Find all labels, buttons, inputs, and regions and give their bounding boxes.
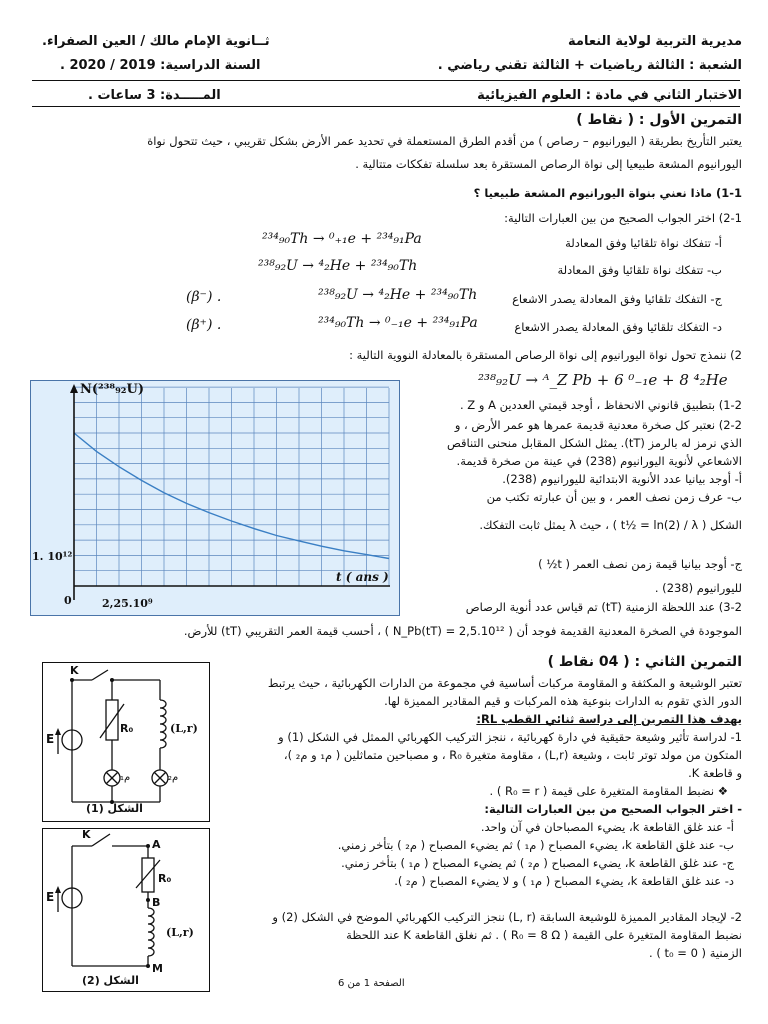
switch-k-blade (92, 834, 110, 846)
equation-d: ²³⁴₉₀Th → ⁰₋₁e + ²³⁴₉₁Pa (318, 315, 478, 331)
ex2-goal: يهدف هذا التمرين إلى دراسة ثنائي القطب RL: (476, 712, 742, 726)
graph-x-tick: 2,25.10⁹ (102, 597, 153, 610)
fig1-caption: الشكل (1) (86, 802, 143, 815)
ex2-choice-c: ج- عند غلق القاطعة k، يضيء المصباح ( م₂ ) ثم يضيء المصباح ( م₁ ) بتأخر زمني. (341, 856, 734, 870)
fig2-label-b: B (152, 896, 161, 909)
figure-1-circuit (42, 662, 210, 822)
exercise-2-title: التمرين الثاني : ( 04 نقاط ) (547, 654, 742, 670)
school-name: ثــانوية الإمام مالك / العين الصفراء. (42, 34, 270, 49)
ex2-line-1: تعتبر الوشيعة و المكثفة و المقاومة مركبات أساسية في مجموعة من الدارات الكهربائية ، حيث يرتبط (267, 676, 742, 690)
ex2-s4: ❖ نضبط المقاومة المتغيرة على قيمة ( R₀ = r ) . (489, 784, 728, 798)
question-2-2-b: الذي نرمز له بالرمز (tT). يمثل الشكل المقابل منحنى التناقص (446, 436, 742, 450)
coil-l (148, 908, 154, 956)
ex2-t1: 2- لإيجاد المقادير المميزة للوشيعة السابقة (L, r) ننجز التركيب الكهربائي الموضح في الشكل (2) و (272, 910, 742, 924)
fig1-label-lr: (L,r) (170, 722, 198, 735)
equation-c: ²³⁸₉₂U → ⁴₂He + ²³⁴₉₀Th (318, 287, 478, 303)
figure-2-circuit (42, 828, 210, 992)
graph-y-label: N(²³⁸₉₂U) (80, 382, 144, 397)
ex2-choice-d: د- عند غلق القاطعة k، يضيء المصباح ( م₁ ) و لا يضيء المصباح ( م₂ ). (394, 874, 734, 888)
resistor-r0 (142, 858, 154, 892)
equation-b: ²³⁸₉₂U → ⁴₂He + ²³⁴₉₀Th (258, 258, 418, 274)
fig1-label-m1: م₁ (120, 772, 131, 783)
fig2-caption: الشكل (2) (82, 974, 139, 987)
ex1-intro-line1: يعتبر التأريخ بطريقة ( اليورانيوم – رصاص ) من أقدم الطرق المستعملة في تحديد عمر الأرض بشكل تقريبي ، حيث تتحول نواة (147, 134, 742, 148)
ex2-s1: 1- لدراسة تأثير وشيعة حقيقية في دارة كهربائية ، ننجز التركيب الكهربائي الممثل في الشكل (1) و (278, 730, 742, 744)
question-2-2-f: الشكل ( t½ = ln(2) / λ ) ، حيث λ يمثل ثابت التفكك. (479, 518, 742, 532)
ex2-s2: المتكون من مولد توتر ثابت ، وشيعة (L,r) ، مقاومة متغيرة R₀ ، و مصباحين متماثلين ( م₁ و م₂ )، (283, 748, 742, 762)
question-2-2-e: ب- عرف زمن نصف العمر ، و بين أن عبارته تكتب من (486, 490, 742, 504)
fig2-label-k: K (82, 828, 91, 841)
question-3-2-a: 3-2) عند اللحظة الزمنية (tT) تم قياس عدد أنوية الرصاص (465, 600, 742, 614)
option-a: أ- تتفكك نواة تلقائيا وفق المعادلة (565, 236, 722, 250)
title-divider (32, 106, 740, 107)
page-number: الصفحة 1 من 6 (338, 978, 405, 989)
switch-k-blade (92, 670, 108, 680)
exam-title: الاختبار الثاني في مادة : العلوم الفيزيائية (477, 88, 742, 103)
question-2-2-d: أ- أوجد بيانيا عدد الأنوية الابتدائية لليورانيوم (238). (502, 472, 742, 486)
ex2-line-2: الدور الذي تقوم به الدارات بنوعية هذه المركبات و قيم المقادير المميزة لها. (384, 694, 742, 708)
ex2-choice-b: ب- عند غلق القاطعة k، يضيء المصباح ( م₁ ) ثم يضيء المصباح ( م₂ ) بتأخر زمني. (337, 838, 734, 852)
directorate: مديرية التربية لولاية النعامة (568, 34, 742, 49)
question-2-2-a: 2-2) نعتبر كل صخرة معدنية قديمة عمرها هو عمر الأرض ، و (454, 418, 742, 432)
graph-grid (74, 387, 389, 586)
question-1-2: 1-2) بتطبيق قانوني الانحفاظ ، أوجد قيمتي العددين A و Z . (459, 398, 742, 412)
option-b: ب- تتفكك نواة تلقائيا وفق المعادلة (557, 263, 722, 277)
branch: الشعبة : الثالثة رياضيات + الثالثة تقني رياضي . (437, 58, 742, 73)
radiation-c: (β⁻) . (186, 289, 222, 305)
school-year: السنة الدراسية: 2019 / 2020 . (60, 58, 261, 73)
graph-y-tick: 1. 10¹² (32, 550, 73, 563)
question-2-2-h: لليورانيوم (238) . (654, 581, 742, 595)
radiation-d: (β⁺) . (186, 317, 222, 333)
fig2-label-e: E (46, 890, 55, 904)
fig2-label-m: M (152, 962, 163, 975)
question-2-2-g: ج- أوجد بيانيا قيمة زمن نصف العمر ( t½ ) (538, 557, 742, 571)
coil-l (160, 700, 166, 748)
ex2-t2: نضبط المقاومة المتغيرة على القيمة ( R₀ = 8 Ω ) . ثم نغلق القاطعة K عند اللحظة (346, 928, 742, 942)
ex1-intro-line2: اليورانيوم المشعة طبيعيا إلى نواة الرصاص المستقرة بعد سلسلة تفككات متتالية . (355, 157, 742, 171)
header-divider (32, 80, 740, 81)
fig1-label-e: E (46, 732, 55, 746)
fig2-label-r0: R₀ (158, 872, 172, 885)
ex2-s3: و قاطعة K. (688, 766, 742, 780)
equation-2: ²³⁸₉₂U → ᴬ_Z Pb + 6 ⁰₋₁e + 8 ⁴₂He (478, 371, 728, 389)
ex2-t3: الزمنية ( t₀ = 0 ) . (649, 946, 742, 960)
y-axis-arrow (70, 384, 78, 393)
fig1-label-r0: R₀ (120, 722, 134, 735)
graph-x-label: t ( ans ) (336, 570, 389, 584)
fig1-label-k: K (70, 664, 79, 677)
graph-origin: 0 (64, 594, 72, 607)
question-1-1: 1-1) ماذا نعني بنواة اليورانيوم المشعة طبيعيا ؟ (473, 186, 742, 200)
question-2-1: 2-1) اختر الجواب الصحيح من بين العبارات التالية: (504, 211, 742, 225)
fig2-label-lr: (L,r) (166, 926, 194, 939)
fig2-label-a: A (152, 838, 161, 851)
fig1-label-m2: م₂ (168, 772, 179, 783)
question-2-2-c: الاشعاعي لأنوية اليورانيوم (238) في عينة من صخرة قديمة. (456, 454, 742, 468)
question-3-2-b: الموجودة في الصخرة المعدنية القديمة فوجد أن ( N_Pb(tT) = 2,5.10¹² ) ، أحسب قيمة العمر التقريبي (tT) للأرض. (183, 624, 742, 638)
option-d: د- التفكك تلقائيا وفق المعادلة يصدر الاشعاع (514, 320, 722, 334)
exam-duration: المـــــدة: 3 ساعات . (88, 88, 221, 103)
exercise-1-title: التمرين الأول : ( نقاط ) (576, 112, 742, 128)
ex2-choice-a: أ- عند غلق القاطعة k، يضيء المصباحان في آن واحد. (480, 820, 734, 834)
equation-a: ²³⁴₉₀Th → ⁰₊₁e + ²³⁴₉₁Pa (262, 231, 422, 247)
option-c: ج- التفكك تلقائيا وفق المعادلة يصدر الاشعاع (512, 292, 722, 306)
ex2-s5: - اختر الجواب الصحيح من بين العبارات التالية: (484, 802, 742, 816)
question-2: 2) ننمذج تحول نواة اليورانيوم إلى نواة الرصاص المستقرة بالمعادلة النووية التالية : (349, 348, 742, 362)
